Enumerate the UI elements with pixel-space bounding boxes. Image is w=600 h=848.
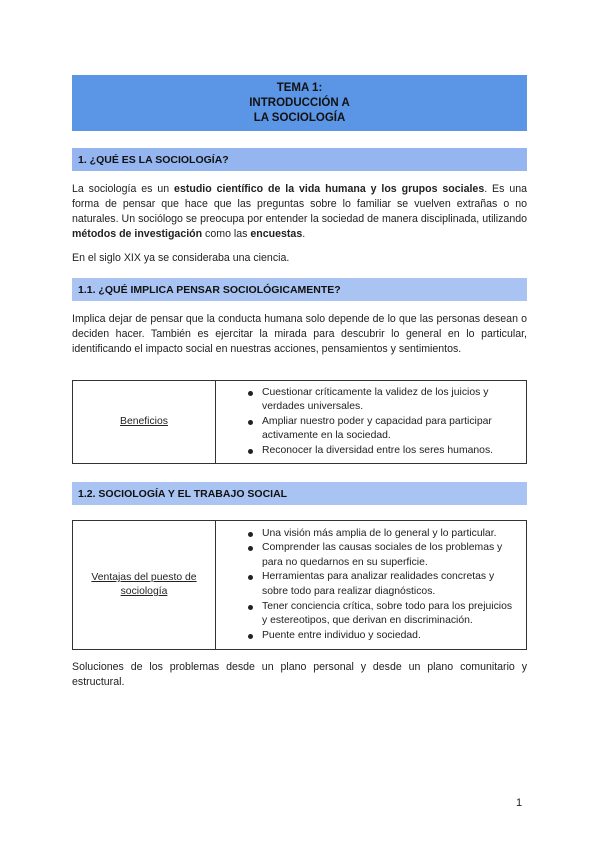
benefits-label: Beneficios (120, 416, 168, 427)
section-1-heading: 1. ¿QUÉ ES LA SOCIOLOGÍA? (72, 148, 527, 171)
title-line-1: TEMA 1: (276, 81, 323, 94)
list-item: Reconocer la diversidad entre los seres humanos. (246, 444, 520, 459)
section-1-2-heading: 1.2. SOCIOLOGÍA Y EL TRABAJO SOCIAL (72, 482, 527, 505)
page-number: 1 (516, 797, 523, 809)
benefits-label-cell (73, 381, 216, 464)
advantages-list-cell (216, 521, 527, 650)
title-line-2: INTRODUCCIÓN A (249, 96, 350, 109)
advantages-list (216, 527, 520, 644)
list-item: Comprender las causas sociales de los problemas y para no quedarnos en su superficie. (246, 541, 520, 570)
section-1-paragraph-1: La sociología es un estudio científico de la vida humana y los grupos sociales. Es una forma de pensar que hace que las preguntas sobre lo familiar se vuelven extrañas o no naturales. Un sociólogo se preocupa por entender la sociedad de manera disciplinada, utilizando métodos de investigación como las encuestas. (72, 183, 527, 240)
title-banner (72, 75, 527, 131)
benefits-list-cell (216, 381, 527, 464)
list-item: Puente entre individuo y sociedad. (246, 629, 520, 644)
list-item: Cuestionar críticamente la validez de los juicios y verdades universales. (246, 386, 520, 415)
list-item: Una visión más amplia de lo general y lo particular. (246, 527, 520, 542)
advantages-table (72, 520, 527, 650)
section-1-paragraph-2: En el siglo XIX ya se consideraba una ciencia. (72, 252, 290, 264)
advantages-label-cell (73, 521, 216, 650)
section-1-1-paragraph: Implica dejar de pensar que la conducta humana solo depende de lo que las personas desean o deciden hacer. También es ejercitar la mirada para descubrir lo general en lo particular, identificando el impacto social en nuestras acciones, pensamientos y sentimientos. (72, 313, 527, 355)
advantages-label: Ventajas del puesto de sociología (91, 572, 197, 597)
list-item: Tener conciencia crítica, sobre todo para los prejuicios y estereotipos, que derivan en discriminación. (246, 600, 520, 629)
list-item: Herramientas para analizar realidades concretas y sobre todo para realizar diagnósticos. (246, 570, 520, 599)
title-line-3: LA SOCIOLOGÍA (253, 111, 346, 124)
benefits-list (216, 386, 520, 459)
benefits-table (72, 380, 527, 464)
section-1-2-paragraph: Soluciones de los problemas desde un plano personal y desde un plano comunitario y estructural. (72, 661, 527, 688)
list-item: Ampliar nuestro poder y capacidad para participar activamente en la sociedad. (246, 415, 520, 444)
section-1-1-heading: 1.1. ¿QUÉ IMPLICA PENSAR SOCIOLÓGICAMENTE? (72, 278, 527, 301)
